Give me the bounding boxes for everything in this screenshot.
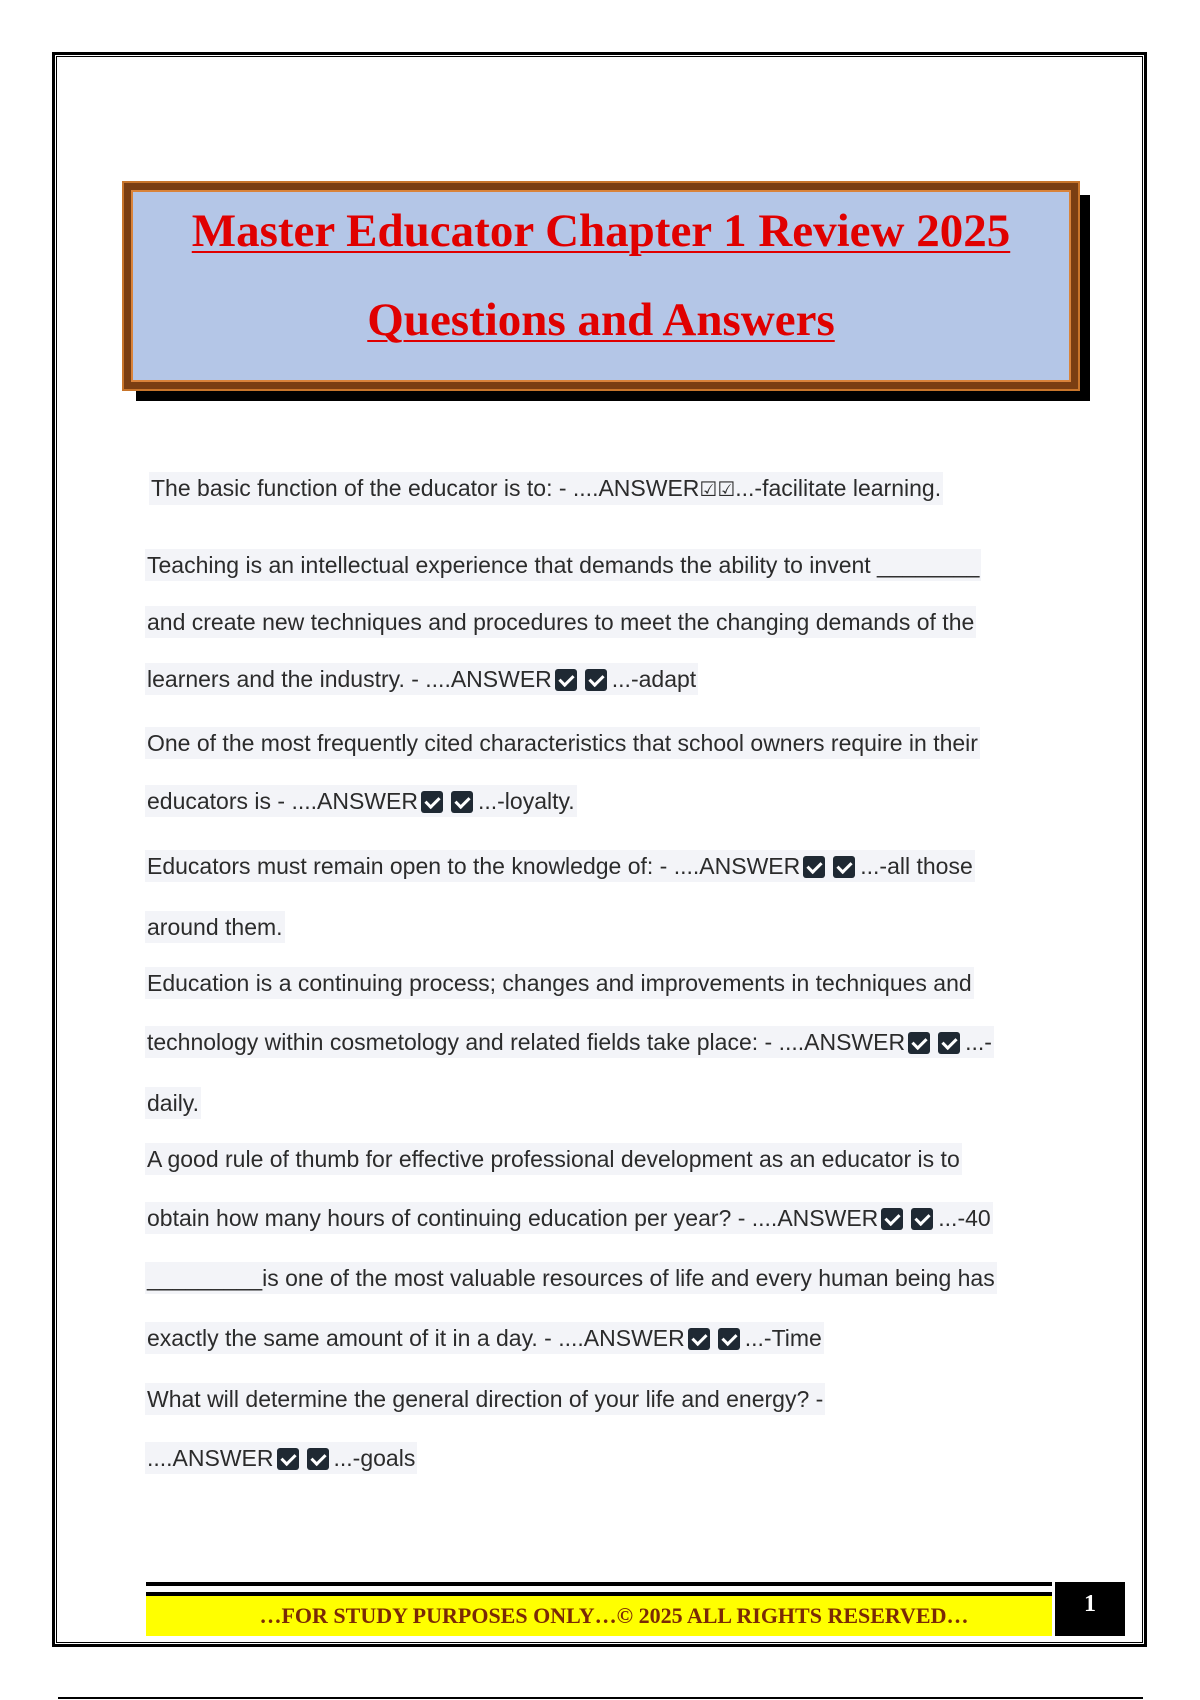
checkmark-icon	[688, 1328, 710, 1350]
question-text: What will determine the general direction of your life and energy? -	[147, 1386, 824, 1412]
question-text: _________is one of the most valuable resources of life and every human being has	[147, 1265, 995, 1291]
checkmark-icon	[938, 1032, 960, 1054]
question-text: and create new techniques and procedures to meet the changing demands of the	[147, 609, 975, 635]
checkmark-icon	[421, 791, 443, 813]
checkmark-icon	[277, 1448, 299, 1470]
answer-text: ...-Time	[744, 1325, 822, 1351]
qa-line	[145, 1143, 962, 1175]
footer-banner: …FOR STUDY PURPOSES ONLY…© 2025 ALL RIGHTS RESERVED…	[146, 1592, 1052, 1636]
checkmark-icon	[881, 1208, 903, 1230]
question-text: One of the most frequently cited characteristics that school owners require in their	[147, 730, 978, 756]
question-text: daily.	[147, 1090, 199, 1116]
question-text: A good rule of thumb for effective professional development as an educator is to	[147, 1146, 960, 1172]
question-text: ....ANSWER	[147, 1445, 274, 1471]
question-text: exactly the same amount of it in a day. - ....ANSWER	[147, 1325, 685, 1351]
qa-line	[145, 1087, 201, 1119]
checkmark-icon	[833, 856, 855, 878]
checkmark-icon	[585, 669, 607, 691]
answer-text: ...-all those	[860, 853, 973, 879]
page-number: 1	[1055, 1582, 1125, 1636]
answer-text: ...-adapt	[611, 666, 697, 692]
checkmark-icon	[718, 1328, 740, 1350]
answer-text: ...-loyalty.	[477, 788, 575, 814]
title-box	[124, 183, 1078, 389]
checkbox-glyphs: ☑☑	[699, 477, 736, 501]
question-text: Educators must remain open to the knowledge of: - ....ANSWER	[147, 853, 801, 879]
qa-line	[145, 1442, 417, 1474]
footer-rule	[146, 1582, 1052, 1586]
qa-line	[145, 606, 976, 638]
checkmark-icon	[307, 1448, 329, 1470]
question-text: obtain how many hours of continuing education per year? - ....ANSWER	[147, 1205, 879, 1231]
qa-line	[145, 663, 698, 695]
bottom-rule	[58, 1697, 1143, 1699]
checkmark-icon	[908, 1032, 930, 1054]
qa-line	[145, 1322, 824, 1354]
qa-line	[145, 1383, 825, 1415]
qa-line	[145, 967, 974, 999]
qa-line	[145, 1026, 994, 1058]
document-subtitle: Questions and Answers	[367, 294, 835, 346]
answer-text: ...-	[965, 1029, 992, 1055]
qa-line	[145, 850, 975, 882]
question-text: educators is - ....ANSWER	[147, 788, 418, 814]
question-text: Education is a continuing process; changes and improvements in techniques and	[147, 970, 972, 996]
checkmark-icon	[451, 791, 473, 813]
answer-text: ...-goals	[333, 1445, 416, 1471]
question-text: Teaching is an intellectual experience that demands the ability to invent ________	[147, 552, 980, 578]
qa-line	[145, 1202, 993, 1234]
question-text: learners and the industry. - ....ANSWER	[147, 666, 552, 692]
qa-line	[149, 472, 943, 505]
qa-line	[145, 785, 577, 817]
question-text: The basic function of the educator is to: - ....ANSWER	[151, 475, 700, 501]
checkmark-icon	[911, 1208, 933, 1230]
answer-text: ...-40	[938, 1205, 991, 1231]
qa-line	[145, 1262, 997, 1294]
qa-line	[145, 549, 981, 581]
qa-line	[145, 727, 980, 759]
qa-line	[145, 911, 285, 943]
checkmark-icon	[555, 669, 577, 691]
question-text: around them.	[147, 914, 283, 940]
question-text: technology within cosmetology and related fields take place: - ....ANSWER	[147, 1029, 906, 1055]
document-title: Master Educator Chapter 1 Review 2025	[191, 205, 1011, 257]
checkmark-icon	[803, 856, 825, 878]
answer-text: ...-facilitate learning.	[735, 475, 942, 501]
